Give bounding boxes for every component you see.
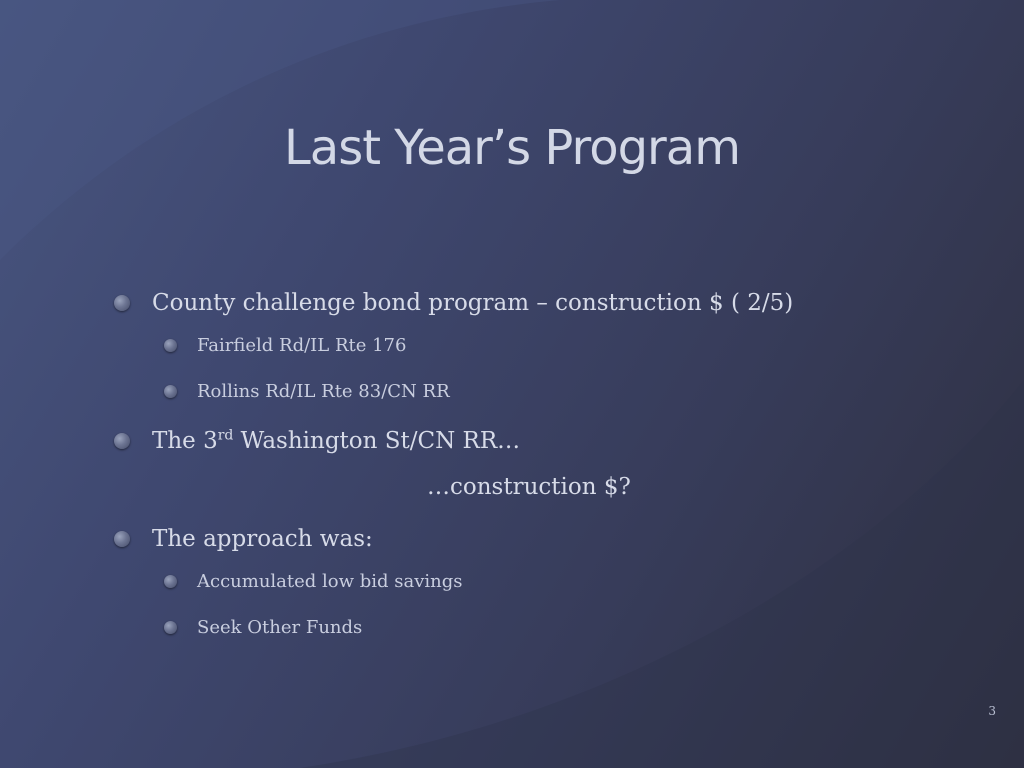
bullet-item — [112, 284, 972, 322]
slide-title: Last Year’s Program — [284, 120, 740, 176]
sub-bullet-item — [112, 376, 972, 406]
sub-bullet-item — [112, 612, 972, 642]
bullet-dot-icon — [164, 621, 177, 634]
bullet-dot-icon — [114, 531, 130, 547]
bullet-text-part: The 3 — [152, 428, 218, 454]
bullet-dot-icon — [114, 433, 130, 449]
bullet-text-part: Washington St/CN RR… — [233, 428, 521, 454]
bullet-dot-icon — [164, 339, 177, 352]
bullet-dot-icon — [164, 575, 177, 588]
bullet-item — [112, 520, 972, 558]
bullet-item — [112, 422, 972, 460]
bullet-text: Seek Other Funds — [197, 616, 363, 638]
bullet-text — [152, 428, 520, 454]
bullet-text: The approach was: — [152, 526, 373, 552]
ordinal-superscript: rd — [217, 427, 234, 444]
bullet-text: Fairfield Rd/IL Rte 176 — [197, 334, 407, 356]
sub-bullet-item — [112, 566, 972, 596]
sub-bullet-item — [112, 330, 972, 360]
bullet-text: Accumulated low bid savings — [197, 570, 463, 592]
continuation-line: …construction $? — [427, 474, 631, 500]
bullet-dot-icon — [164, 385, 177, 398]
bullet-text: Rollins Rd/IL Rte 83/CN RR — [197, 380, 450, 402]
bullet-dot-icon — [114, 295, 130, 311]
bullet-list — [112, 284, 972, 658]
bullet-text: County challenge bond program – construction $ ( 2/5) — [152, 290, 794, 316]
page-number: 3 — [988, 704, 996, 718]
